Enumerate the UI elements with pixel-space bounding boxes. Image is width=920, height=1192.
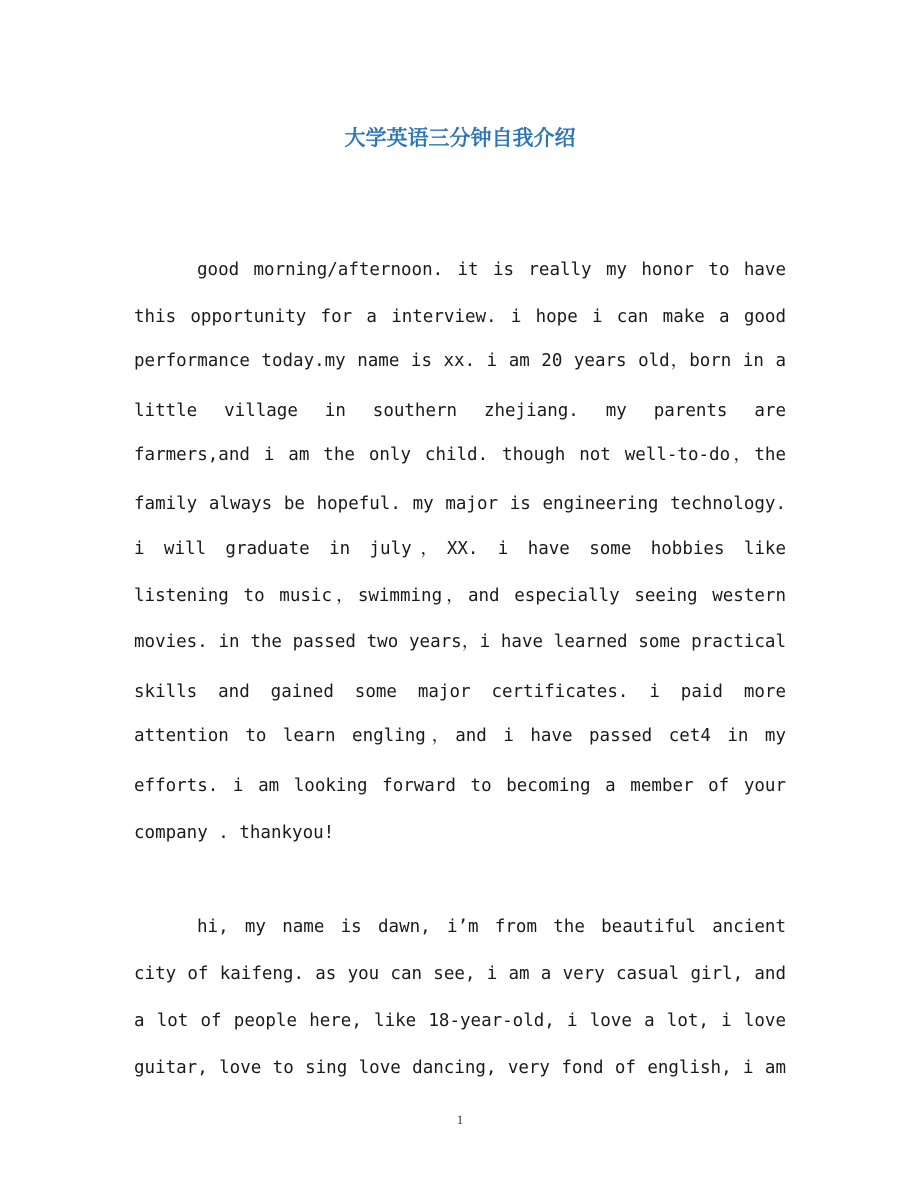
paragraph-2-line-4: guitar, love to sing love dancing, very fond of english, i am bbox=[134, 1058, 786, 1078]
paragraph-1-line-1: good morning/afternoon. it is really my honor to have bbox=[197, 260, 786, 280]
paragraph-2-line-2: city of kaifeng. as you can see, i am a very casual girl, and bbox=[134, 964, 786, 984]
paragraph-1-line-8: listening to music，swimming，and especially seeing western bbox=[134, 586, 786, 606]
document-title: 大学英语三分钟自我介绍 bbox=[344, 125, 576, 150]
paragraph-1-line-5: farmers,and i am the only child. though not well-to-do，the bbox=[134, 445, 786, 465]
paragraph-1-line-7: i will graduate in july，XX. i have some hobbies like bbox=[134, 539, 786, 559]
paragraph-1-line-12: efforts. i am looking forward to becoming a member of your bbox=[134, 776, 786, 796]
paragraph-1-line-11: attention to learn engling，and i have passed cet4 in my bbox=[134, 726, 786, 746]
paragraph-1-line-3: performance today.my name is xx. i am 20 years old，born in a bbox=[134, 351, 786, 371]
paragraph-2-line-3: a lot of people here, like 18-year-old, i love a lot, i love bbox=[134, 1011, 786, 1031]
paragraph-1-line-10: skills and gained some major certificates. i paid more bbox=[134, 682, 786, 702]
page-number: 1 bbox=[456, 1112, 464, 1127]
paragraph-1-line-4: little village in southern zhejiang. my parents are bbox=[134, 401, 786, 421]
paragraph-2-line-1: hi, my name is dawn, i’m from the beautiful ancient bbox=[197, 917, 786, 937]
paragraph-1-line-2: this opportunity for a interview. i hope i can make a good bbox=[134, 307, 786, 327]
paragraph-1-line-6: family always be hopeful. my major is engineering technology. bbox=[134, 494, 786, 514]
paragraph-1-line-9: movies. in the passed two years，i have learned some practical bbox=[134, 632, 786, 652]
paragraph-1-line-13: company . thankyou! bbox=[134, 823, 335, 843]
